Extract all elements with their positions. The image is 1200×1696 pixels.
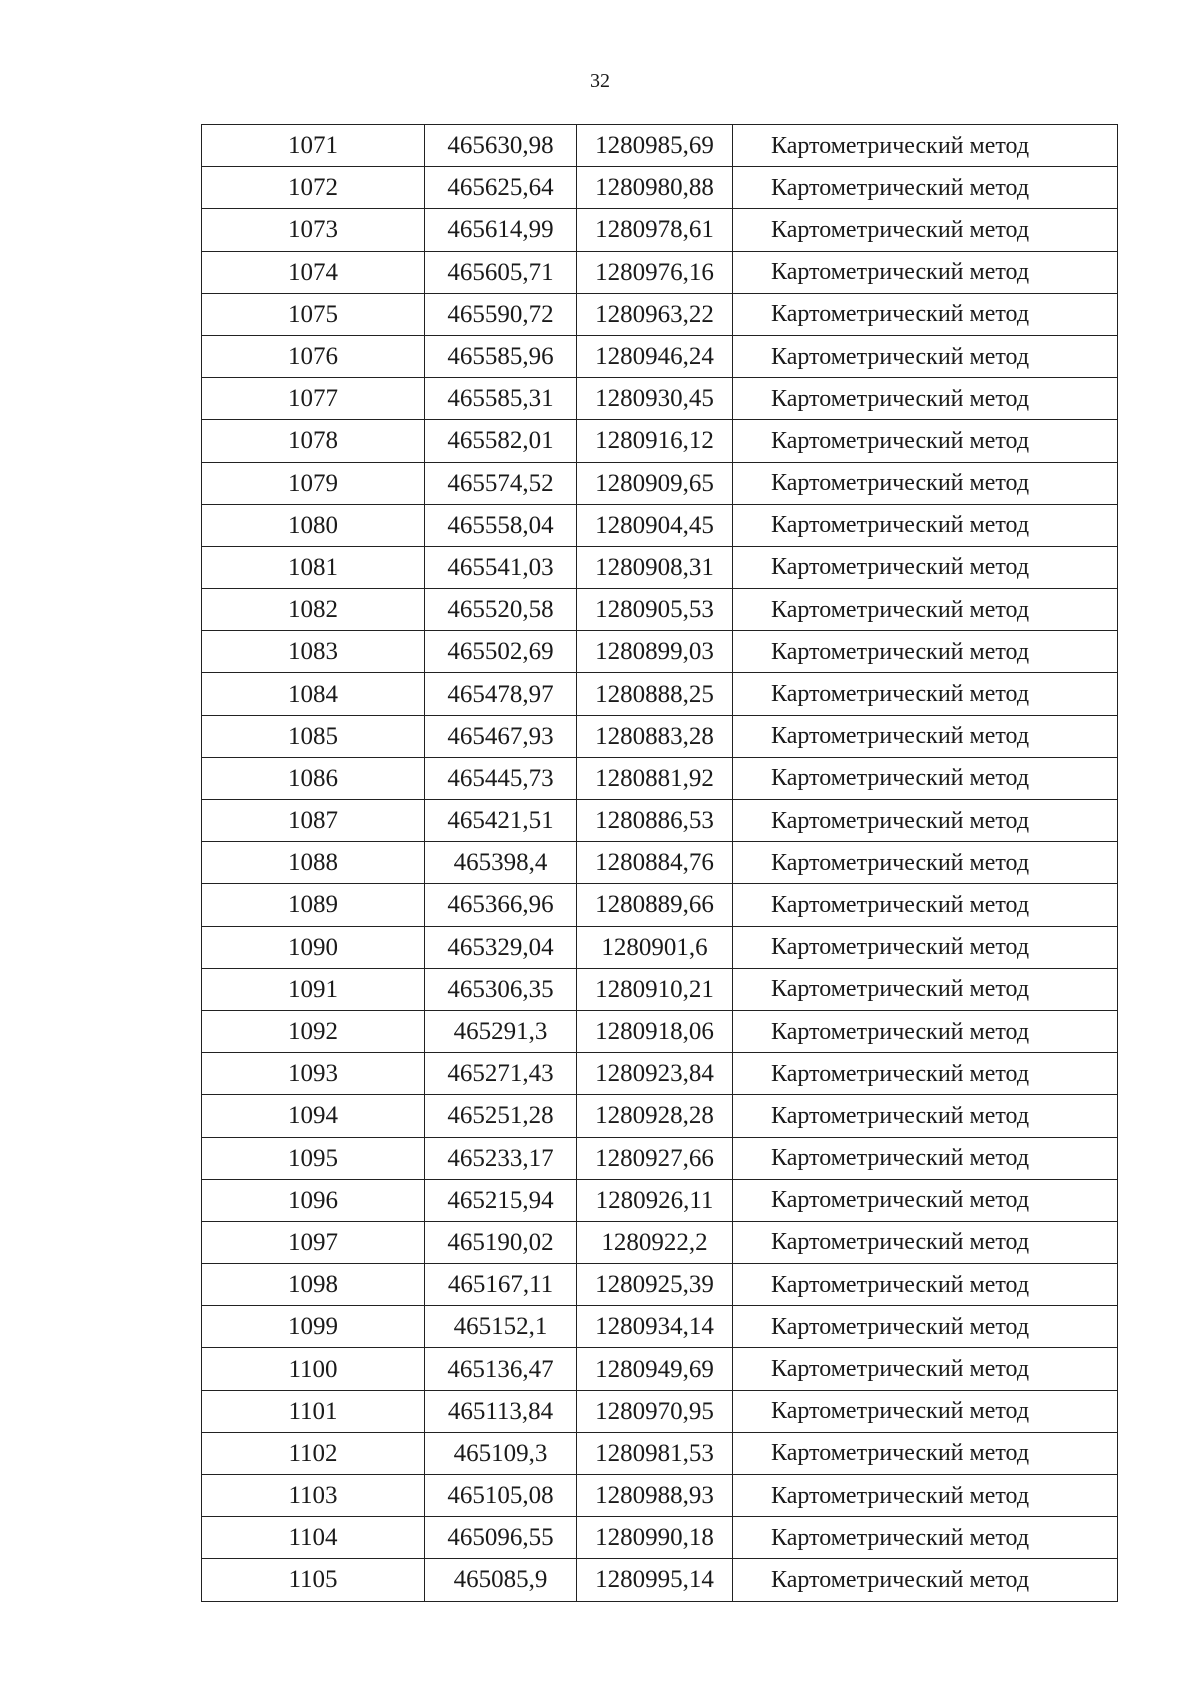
y-coordinate-cell: 1280946,24 [577,335,733,377]
x-coordinate-cell: 465215,94 [425,1179,577,1221]
table-row [202,167,1118,209]
point-number-cell: 1083 [202,631,425,673]
x-coordinate-cell: 465590,72 [425,293,577,335]
point-number-cell: 1094 [202,1095,425,1137]
y-coordinate-cell: 1280928,28 [577,1095,733,1137]
x-coordinate-cell: 465152,1 [425,1306,577,1348]
table-row [202,673,1118,715]
y-coordinate-cell: 1280886,53 [577,800,733,842]
method-cell: Картометрический метод [733,1475,1118,1517]
y-coordinate-cell: 1280901,6 [577,926,733,968]
point-number-cell: 1089 [202,884,425,926]
x-coordinate-cell: 465520,58 [425,589,577,631]
point-number-cell: 1085 [202,715,425,757]
y-coordinate-cell: 1280881,92 [577,757,733,799]
y-coordinate-cell: 1280976,16 [577,251,733,293]
point-number-cell: 1080 [202,504,425,546]
point-number-cell: 1075 [202,293,425,335]
table-row [202,1053,1118,1095]
point-number-cell: 1081 [202,546,425,588]
x-coordinate-cell: 465574,52 [425,462,577,504]
table-row [202,1559,1118,1601]
x-coordinate-cell: 465585,31 [425,378,577,420]
method-cell: Картометрический метод [733,1053,1118,1095]
point-number-cell: 1104 [202,1517,425,1559]
table-row [202,589,1118,631]
y-coordinate-cell: 1280922,2 [577,1221,733,1263]
y-coordinate-cell: 1280990,18 [577,1517,733,1559]
method-cell: Картометрический метод [733,800,1118,842]
method-cell: Картометрический метод [733,1517,1118,1559]
point-number-cell: 1097 [202,1221,425,1263]
point-number-cell: 1102 [202,1432,425,1474]
y-coordinate-cell: 1280981,53 [577,1432,733,1474]
table-row [202,1095,1118,1137]
y-coordinate-cell: 1280910,21 [577,968,733,1010]
point-number-cell: 1090 [202,926,425,968]
table-row [202,1306,1118,1348]
x-coordinate-cell: 465271,43 [425,1053,577,1095]
method-cell: Картометрический метод [733,1306,1118,1348]
table-row [202,462,1118,504]
table-row [202,757,1118,799]
point-number-cell: 1071 [202,125,425,167]
y-coordinate-cell: 1280884,76 [577,842,733,884]
table-row [202,251,1118,293]
x-coordinate-cell: 465329,04 [425,926,577,968]
x-coordinate-cell: 465630,98 [425,125,577,167]
method-cell: Картометрический метод [733,968,1118,1010]
y-coordinate-cell: 1280925,39 [577,1264,733,1306]
table-row [202,1390,1118,1432]
method-cell: Картометрический метод [733,209,1118,251]
y-coordinate-cell: 1280970,95 [577,1390,733,1432]
x-coordinate-cell: 465291,3 [425,1010,577,1052]
y-coordinate-cell: 1280934,14 [577,1306,733,1348]
table-row [202,800,1118,842]
point-number-cell: 1086 [202,757,425,799]
table-row [202,209,1118,251]
table-row [202,125,1118,167]
point-number-cell: 1100 [202,1348,425,1390]
method-cell: Картометрический метод [733,757,1118,799]
x-coordinate-cell: 465558,04 [425,504,577,546]
x-coordinate-cell: 465421,51 [425,800,577,842]
method-cell: Картометрический метод [733,504,1118,546]
y-coordinate-cell: 1280926,11 [577,1179,733,1221]
table-row [202,884,1118,926]
method-cell: Картометрический метод [733,1348,1118,1390]
y-coordinate-cell: 1280995,14 [577,1559,733,1601]
x-coordinate-cell: 465582,01 [425,420,577,462]
x-coordinate-cell: 465398,4 [425,842,577,884]
method-cell: Картометрический метод [733,420,1118,462]
method-cell: Картометрический метод [733,673,1118,715]
page-number: 32 [590,70,610,92]
point-number-cell: 1082 [202,589,425,631]
y-coordinate-cell: 1280930,45 [577,378,733,420]
y-coordinate-cell: 1280916,12 [577,420,733,462]
x-coordinate-cell: 465113,84 [425,1390,577,1432]
x-coordinate-cell: 465585,96 [425,335,577,377]
x-coordinate-cell: 465105,08 [425,1475,577,1517]
x-coordinate-cell: 465467,93 [425,715,577,757]
table-row [202,420,1118,462]
x-coordinate-cell: 465109,3 [425,1432,577,1474]
method-cell: Картометрический метод [733,335,1118,377]
point-number-cell: 1096 [202,1179,425,1221]
x-coordinate-cell: 465136,47 [425,1348,577,1390]
table-row [202,1475,1118,1517]
table-row [202,335,1118,377]
y-coordinate-cell: 1280888,25 [577,673,733,715]
table-row [202,1264,1118,1306]
method-cell: Картометрический метод [733,842,1118,884]
x-coordinate-cell: 465085,9 [425,1559,577,1601]
table-row [202,1432,1118,1474]
method-cell: Картометрический метод [733,1221,1118,1263]
table-row [202,842,1118,884]
coordinates-table-body [202,125,1118,1602]
table-row [202,1010,1118,1052]
point-number-cell: 1095 [202,1137,425,1179]
x-coordinate-cell: 465190,02 [425,1221,577,1263]
y-coordinate-cell: 1280985,69 [577,125,733,167]
point-number-cell: 1076 [202,335,425,377]
y-coordinate-cell: 1280988,93 [577,1475,733,1517]
x-coordinate-cell: 465502,69 [425,631,577,673]
method-cell: Картометрический метод [733,884,1118,926]
y-coordinate-cell: 1280904,45 [577,504,733,546]
table-row [202,926,1118,968]
point-number-cell: 1099 [202,1306,425,1348]
table-row [202,968,1118,1010]
table-row [202,1137,1118,1179]
method-cell: Картометрический метод [733,715,1118,757]
method-cell: Картометрический метод [733,1264,1118,1306]
y-coordinate-cell: 1280889,66 [577,884,733,926]
coordinates-table [201,124,1118,1602]
method-cell: Картометрический метод [733,125,1118,167]
table-row [202,378,1118,420]
point-number-cell: 1078 [202,420,425,462]
point-number-cell: 1079 [202,462,425,504]
method-cell: Картометрический метод [733,1010,1118,1052]
method-cell: Картометрический метод [733,546,1118,588]
method-cell: Картометрический метод [733,1095,1118,1137]
point-number-cell: 1087 [202,800,425,842]
x-coordinate-cell: 465366,96 [425,884,577,926]
method-cell: Картометрический метод [733,589,1118,631]
y-coordinate-cell: 1280923,84 [577,1053,733,1095]
y-coordinate-cell: 1280909,65 [577,462,733,504]
y-coordinate-cell: 1280949,69 [577,1348,733,1390]
point-number-cell: 1074 [202,251,425,293]
point-number-cell: 1073 [202,209,425,251]
y-coordinate-cell: 1280908,31 [577,546,733,588]
y-coordinate-cell: 1280980,88 [577,167,733,209]
y-coordinate-cell: 1280883,28 [577,715,733,757]
x-coordinate-cell: 465233,17 [425,1137,577,1179]
method-cell: Картометрический метод [733,378,1118,420]
table-row [202,1517,1118,1559]
method-cell: Картометрический метод [733,926,1118,968]
point-number-cell: 1091 [202,968,425,1010]
point-number-cell: 1084 [202,673,425,715]
x-coordinate-cell: 465605,71 [425,251,577,293]
table-row [202,1221,1118,1263]
point-number-cell: 1101 [202,1390,425,1432]
table-row [202,1179,1118,1221]
x-coordinate-cell: 465096,55 [425,1517,577,1559]
method-cell: Картометрический метод [733,1432,1118,1474]
table-row [202,1348,1118,1390]
x-coordinate-cell: 465445,73 [425,757,577,799]
point-number-cell: 1098 [202,1264,425,1306]
method-cell: Картометрический метод [733,1137,1118,1179]
y-coordinate-cell: 1280963,22 [577,293,733,335]
y-coordinate-cell: 1280899,03 [577,631,733,673]
point-number-cell: 1077 [202,378,425,420]
method-cell: Картометрический метод [733,462,1118,504]
method-cell: Картометрический метод [733,167,1118,209]
x-coordinate-cell: 465306,35 [425,968,577,1010]
table-row [202,293,1118,335]
y-coordinate-cell: 1280978,61 [577,209,733,251]
method-cell: Картометрический метод [733,293,1118,335]
x-coordinate-cell: 465625,64 [425,167,577,209]
y-coordinate-cell: 1280905,53 [577,589,733,631]
method-cell: Картометрический метод [733,1390,1118,1432]
y-coordinate-cell: 1280927,66 [577,1137,733,1179]
y-coordinate-cell: 1280918,06 [577,1010,733,1052]
table-row [202,715,1118,757]
point-number-cell: 1105 [202,1559,425,1601]
x-coordinate-cell: 465478,97 [425,673,577,715]
method-cell: Картометрический метод [733,1559,1118,1601]
point-number-cell: 1092 [202,1010,425,1052]
point-number-cell: 1103 [202,1475,425,1517]
table-row [202,546,1118,588]
table-row [202,631,1118,673]
x-coordinate-cell: 465251,28 [425,1095,577,1137]
point-number-cell: 1088 [202,842,425,884]
x-coordinate-cell: 465614,99 [425,209,577,251]
method-cell: Картометрический метод [733,631,1118,673]
table-row [202,504,1118,546]
point-number-cell: 1093 [202,1053,425,1095]
x-coordinate-cell: 465541,03 [425,546,577,588]
x-coordinate-cell: 465167,11 [425,1264,577,1306]
method-cell: Картометрический метод [733,1179,1118,1221]
point-number-cell: 1072 [202,167,425,209]
method-cell: Картометрический метод [733,251,1118,293]
